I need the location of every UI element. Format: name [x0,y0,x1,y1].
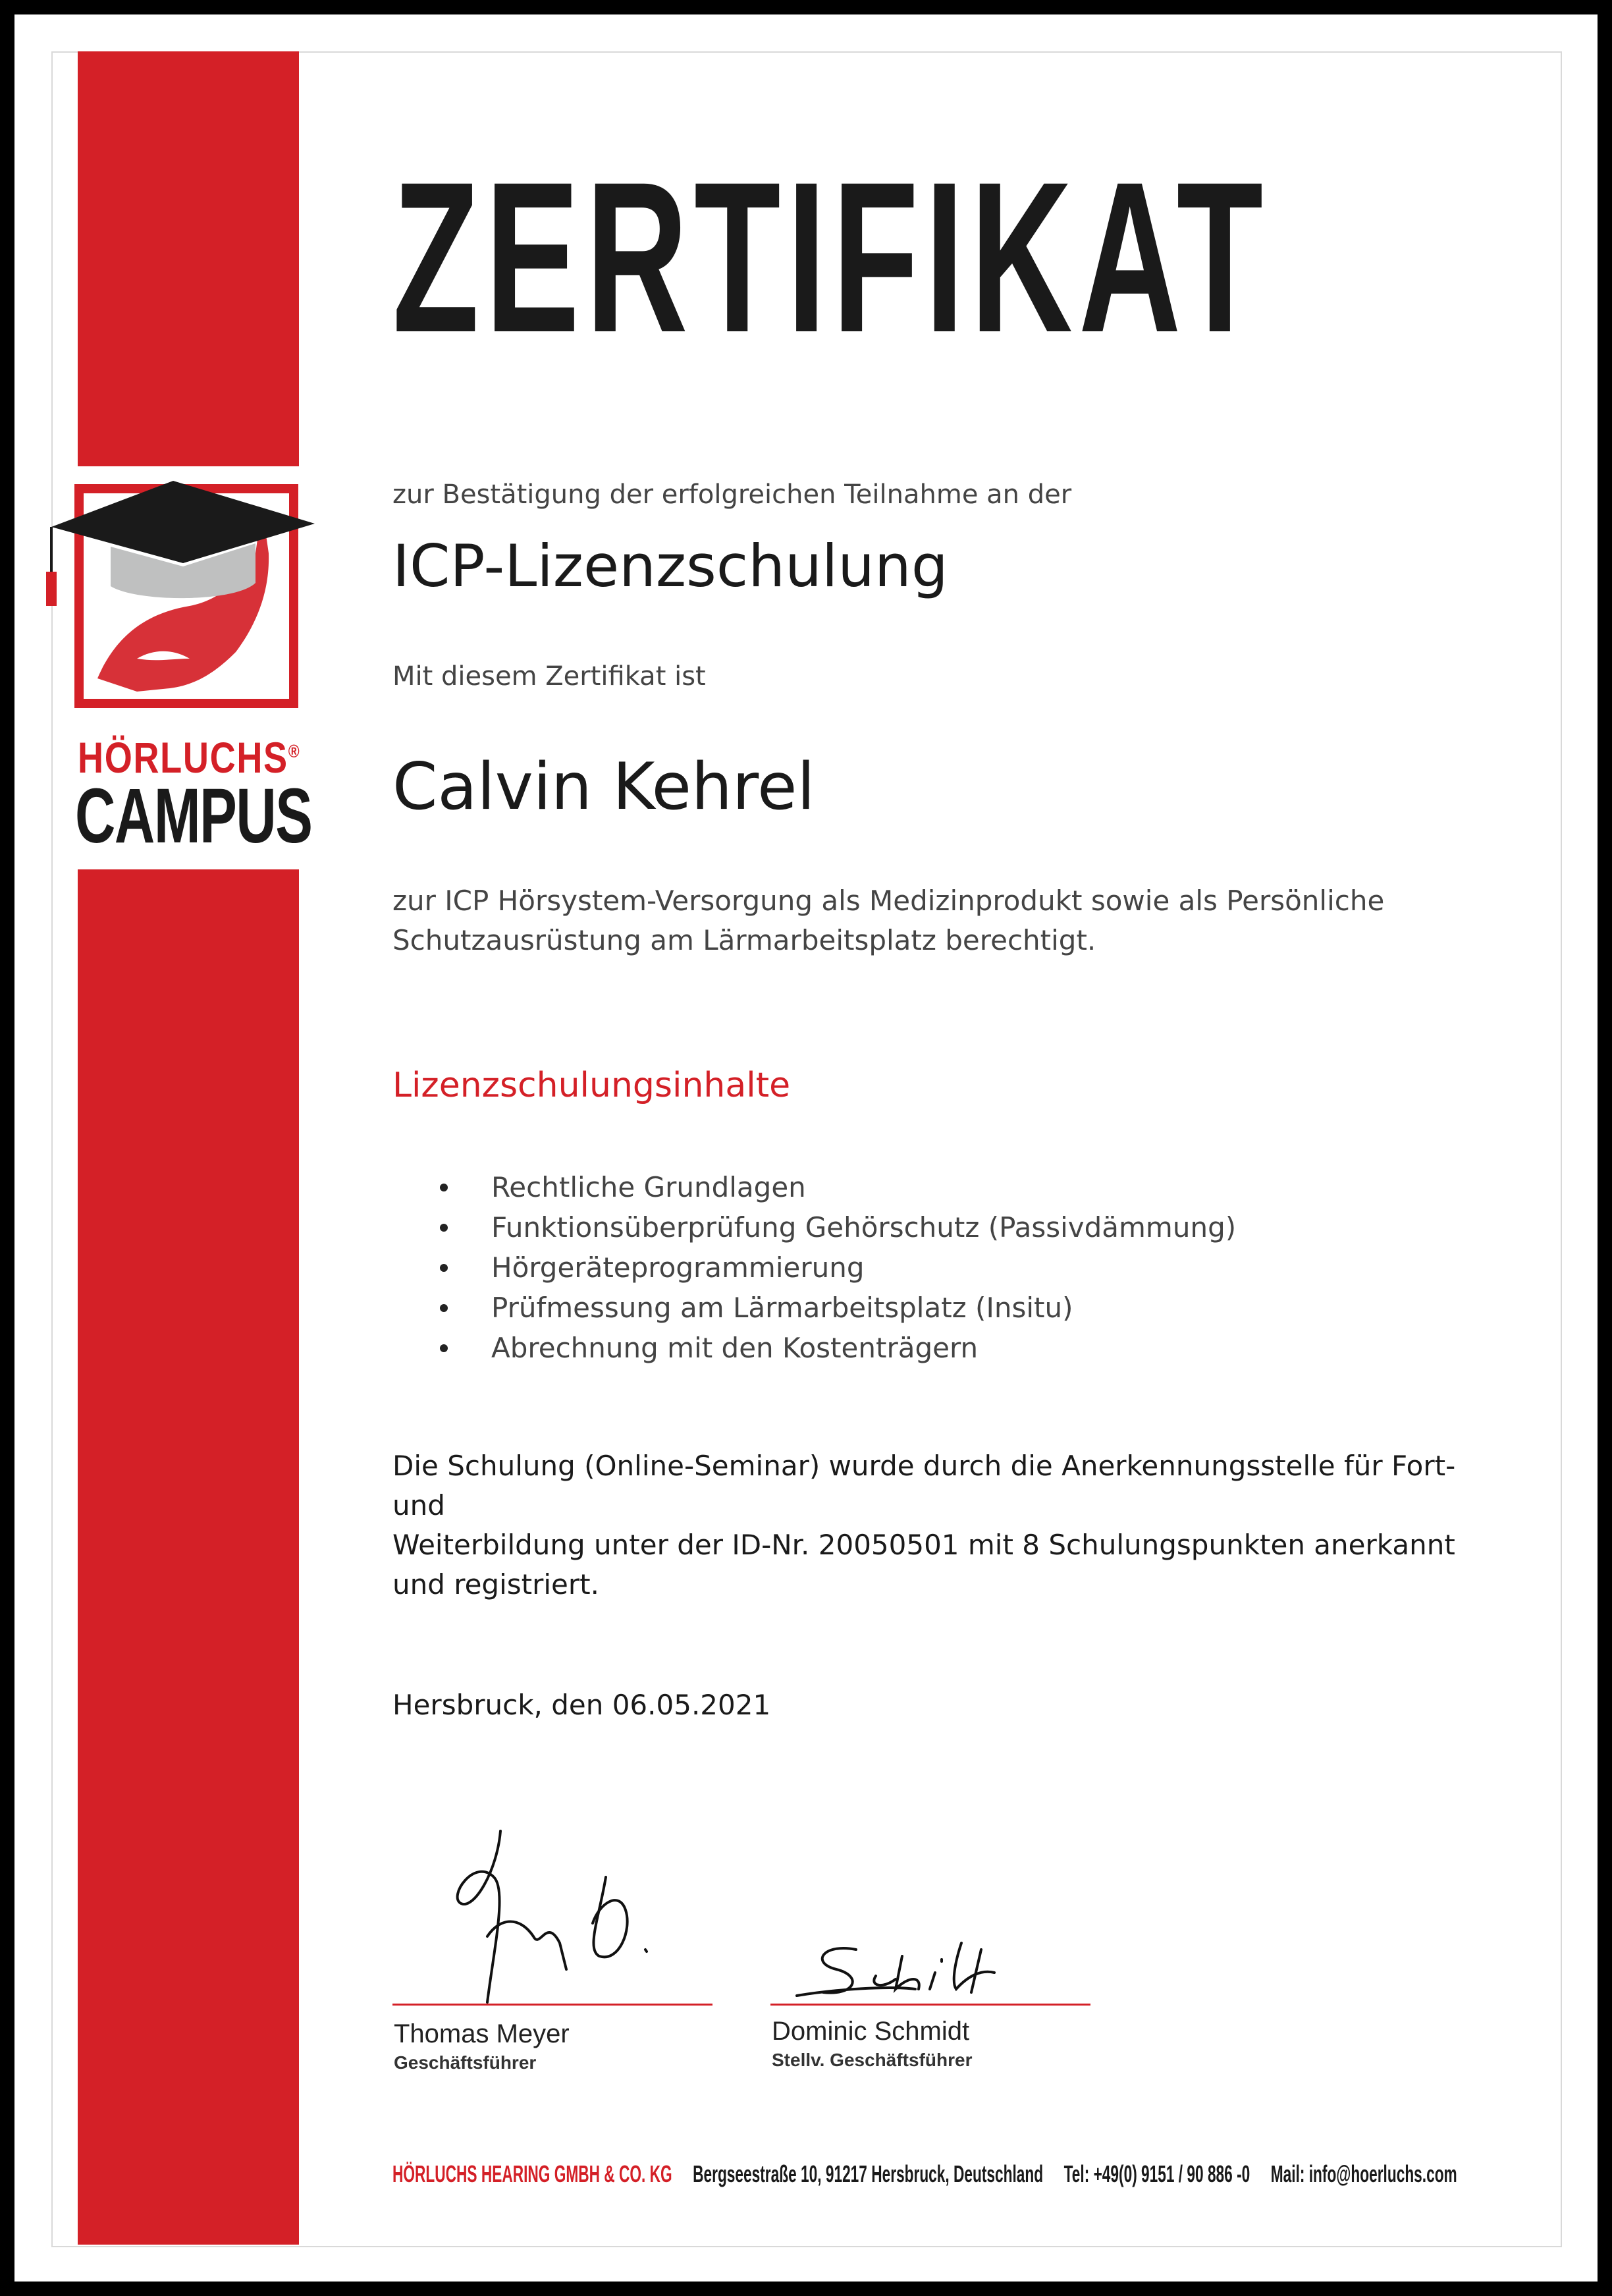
recognition-line: Weiterbildung unter der ID-Nr. 20050501 mit 8 Schulungspunkten anerkannt [392,1529,1455,1561]
footer-phone: Tel: +49(0) 9151 / 90 886 -0 [1063,2160,1250,2187]
list-item: Rechtliche Grundlagen [440,1167,1236,1207]
authorization-text [392,881,1512,960]
footer-company: HÖRLUCHS HEARING GMBH & CO. KG [392,2160,672,2187]
red-side-bar-bottom [78,869,299,2245]
red-side-bar-top [78,51,299,466]
list-item: Prüfmessung am Lärmarbeitsplatz (Insitu) [440,1288,1236,1328]
recipient-name: Calvin Kehrel [392,750,815,825]
bullet-icon [440,1264,448,1272]
contents-heading: Lizenzschulungsinhalte [392,1066,791,1105]
signatory-name: Dominic Schmidt [772,2017,970,2046]
course-title: ICP-Lizenzschulung [392,532,948,600]
since-text: Mit diesem Zertifikat ist [392,661,706,692]
recognition-line: Die Schulung (Online-Seminar) wurde durch die Anerkennungsstelle für Fort- und [392,1450,1456,1521]
signature-dominic-schmidt [784,1923,1060,2009]
footer-address: Bergseestraße 10, 91217 Hersbruck, Deutschland [693,2160,1044,2187]
bullet-icon [440,1184,448,1191]
tassel-icon [46,572,57,606]
bullet-icon [440,1224,448,1232]
logo-brand-subname: CAMPUS [75,773,312,860]
certificate-title: ZERTIFIKAT [392,138,1270,377]
list-item: Hörgeräteprogrammierung [440,1247,1236,1288]
signatory-name: Thomas Meyer [394,2019,570,2048]
footer-contact [392,2160,1474,2188]
authorization-line: Schutzausrüstung am Lärmarbeitsplatz berechtigt. [392,924,1096,956]
signature-line [770,2004,1090,2006]
recognition-line: und registriert. [392,1568,599,1600]
bullet-icon [440,1344,448,1352]
signatory-role: Geschäftsführer [394,2052,537,2073]
list-item: Abrechnung mit den Kostenträgern [440,1328,1236,1368]
authorization-line: zur ICP Hörsystem-Versorgung als Medizinprodukt sowie als Persönliche [392,885,1385,917]
recognition-text [392,1446,1512,1604]
contents-list [440,1167,1236,1368]
signature-thomas-meyer [435,1818,685,2009]
bullet-icon [440,1304,448,1312]
logo-brand-name: HÖRLUCHS® [78,733,301,782]
footer-mail: Mail: info@hoerluchs.com [1270,2160,1457,2187]
place-date: Hersbruck, den 06.05.2021 [392,1689,771,1721]
intro-text: zur Bestätigung der erfolgreichen Teilnahme an der [392,479,1072,510]
list-item: Funktionsüberprüfung Gehörschutz (Passivdämmung) [440,1207,1236,1247]
signature-line [392,2004,712,2006]
signatory-role: Stellv. Geschäftsführer [772,2050,973,2070]
